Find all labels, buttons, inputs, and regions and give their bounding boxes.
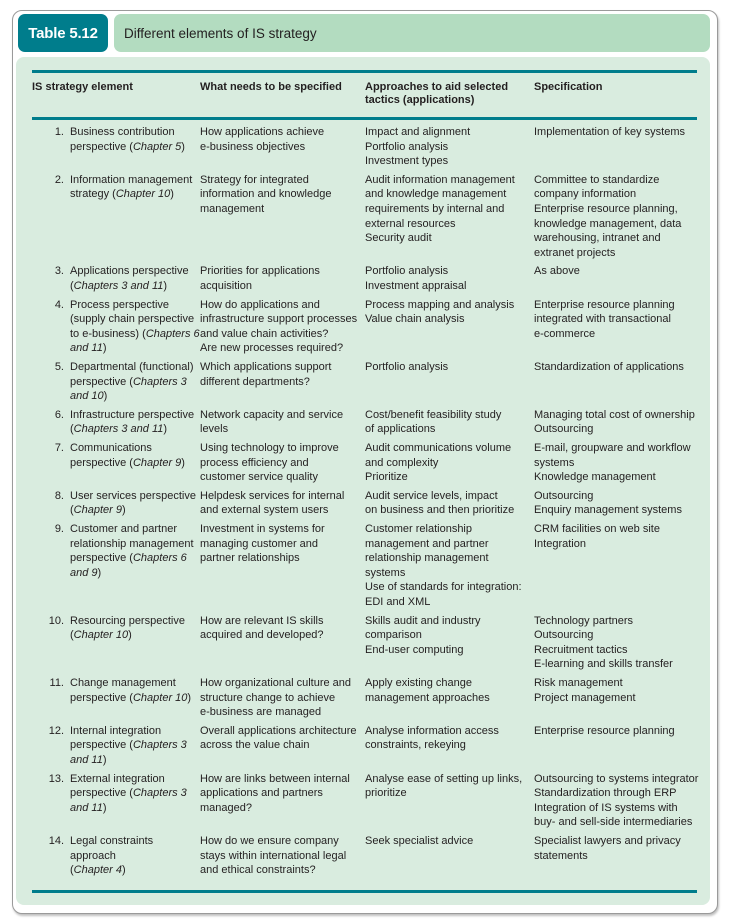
strategy-element [70, 522, 202, 580]
header-approaches: Approaches to aid selected tactics (applications) [365, 81, 509, 106]
element-text: Customer and partner relationship management perspective ( [70, 522, 194, 565]
approaches-cell: Customer relationship management and partner relationship management systems Use of standards for integration: EDI and XML [365, 522, 522, 608]
element-text-tail: ) [102, 801, 107, 814]
specification-cell: Specialist lawyers and privacy statements [534, 834, 681, 862]
element-text-tail: ) [121, 504, 126, 517]
approaches-cell: Apply existing change management approaches [365, 676, 490, 704]
approaches-cell: Analyse ease of setting up links, prioritize [365, 772, 523, 800]
table-number-label: Table 5.12 [18, 14, 108, 52]
strategy-element [70, 441, 202, 470]
what-needs-specified-cell: Investment in systems for managing customer and partner relationships [200, 522, 325, 565]
approaches-cell: Seek specialist advice [365, 834, 474, 847]
table-title [114, 14, 710, 52]
element-text: Information management strategy ( [70, 173, 193, 201]
chapter-reference: Chapters 6 and 9 [70, 552, 187, 579]
approaches-cell: Audit information management and knowledge management requirements by internal and external resources Security audit [365, 173, 515, 245]
approaches-cell: Portfolio analysis [365, 360, 449, 373]
bottom-rule [32, 890, 697, 893]
top-rule [32, 70, 697, 73]
table-row [32, 125, 702, 173]
specification-cell: Technology partners Outsourcing Recruitment tactics E-learning and skills transfer [534, 614, 673, 671]
table-row [32, 489, 702, 522]
element-text-tail: ) [103, 390, 108, 403]
what-needs-specified-cell: How are links between internal applications and partners managed? [200, 772, 350, 814]
row-number: 13. [48, 772, 64, 785]
chapter-reference: Chapters 3 and 11 [70, 739, 187, 766]
what-needs-specified-cell: How organizational culture and structure change to achieve e-business are managed [200, 676, 352, 719]
chapter-reference: Chapters 6 and 11 [70, 327, 200, 355]
element-text: Departmental (functional) perspective ( [70, 360, 194, 388]
table-row [32, 173, 702, 265]
row-number: 10. [48, 614, 64, 627]
table-row [32, 441, 702, 489]
strategy-element [70, 264, 202, 293]
specification-cell: Standardization of applications [534, 360, 684, 373]
strategy-element [70, 360, 202, 404]
specification-cell: Implementation of key systems [534, 126, 686, 138]
strategy-element [70, 772, 202, 816]
element-text-tail: ) [187, 691, 192, 704]
approaches-cell: Analyse information access constraints, rekeying [365, 724, 499, 752]
element-text: Resourcing perspective ( [70, 614, 185, 642]
table-row [32, 522, 702, 614]
chapter-reference: Chapter 10 [132, 691, 188, 704]
element-text: External integration perspective ( [70, 772, 165, 800]
approaches-cell: Process mapping and analysis Value chain analysis [365, 298, 515, 326]
element-text-tail: ) [181, 456, 185, 469]
chapter-reference: Chapter 10 [115, 188, 171, 201]
strategy-element [70, 614, 202, 643]
element-text-tail: ) [163, 279, 168, 292]
specification-cell: Outsourcing to systems integrator Standardization through ERP Integration of IS systems with buy- and sell-side intermediaries [534, 772, 699, 829]
element-text-tail: ) [170, 188, 174, 201]
element-text-tail: ) [128, 629, 132, 642]
what-needs-specified-cell: Overall applications architecture across the value chain [200, 724, 357, 752]
chapter-reference: Chapters 3 and 10 [70, 375, 187, 403]
approaches-cell: Skills audit and industry comparison End-user computing [365, 614, 481, 656]
row-number: 7. [54, 441, 64, 454]
element-text-tail: ) [97, 566, 102, 579]
what-needs-specified-cell: Network capacity and service levels [200, 408, 344, 436]
element-text: User services perspective ( [70, 489, 196, 517]
element-text-tail: ) [102, 753, 107, 766]
row-number: 14. [48, 834, 64, 847]
specification-cell: CRM facilities on web site Integration [534, 522, 660, 550]
element-text: Communications perspective ( [70, 441, 152, 469]
row-number: 4. [54, 298, 64, 311]
specification-cell: Risk management Project management [534, 676, 636, 704]
specification-cell: As above [534, 265, 580, 278]
element-text-tail: ) [121, 864, 126, 877]
chapter-reference: Chapter 9 [132, 456, 182, 469]
chapter-reference: Chapters 3 and 11 [70, 787, 187, 814]
strategy-element [70, 408, 202, 437]
what-needs-specified-cell: How do applications and infrastructure support processes and value chain activities? Are new processes required? [200, 298, 358, 355]
table-row [32, 834, 702, 882]
approaches-cell: Audit service levels, impact on business and then prioritize [365, 489, 515, 517]
table-title-text: Different elements of IS strategy [124, 25, 317, 41]
table-row [32, 408, 702, 441]
element-text: Legal constraints approach ( [70, 834, 154, 877]
strategy-element [70, 676, 202, 705]
element-text: Infrastructure perspective ( [70, 408, 195, 436]
specification-cell: E-mail, groupware and workflow systems Knowledge management [534, 441, 691, 484]
approaches-cell: Cost/benefit feasibility study of applications [365, 408, 502, 436]
approaches-cell: Audit communications volume and complexity Prioritize [365, 441, 512, 484]
element-text: Process perspective (supply chain perspective to e-business) ( [70, 298, 195, 340]
what-needs-specified-cell: Helpdesk services for internal and external system users [200, 489, 345, 517]
row-number: 6. [54, 408, 64, 421]
approaches-cell: Portfolio analysis Investment appraisal [365, 265, 467, 292]
row-number: 3. [54, 265, 64, 278]
table-panel [16, 57, 710, 905]
table-body [32, 125, 702, 882]
header-specification: Specification [534, 81, 603, 93]
chapter-reference: Chapter 9 [73, 504, 122, 517]
table-row [32, 298, 702, 360]
element-text-tail: ) [181, 140, 185, 153]
row-number: 8. [54, 489, 64, 502]
strategy-element [70, 298, 202, 356]
specification-cell: Managing total cost of ownership Outsourcing [534, 408, 695, 436]
table-row [32, 724, 702, 772]
header-what-needs-specified: What needs to be specified [200, 81, 342, 93]
specification-cell: Enterprise resource planning integrated with transactional e-commerce [534, 298, 675, 340]
table-row [32, 264, 702, 297]
element-text: Change management perspective ( [70, 676, 176, 704]
row-number: 12. [48, 724, 64, 737]
what-needs-specified-cell: Which applications support different departments? [200, 360, 332, 388]
specification-cell: Enterprise resource planning [534, 724, 675, 737]
row-number: 11. [49, 676, 64, 689]
table-row [32, 676, 702, 724]
what-needs-specified-cell: Priorities for applications acquisition [200, 265, 320, 292]
table-row [32, 772, 702, 834]
element-text-tail: ) [163, 423, 168, 436]
specification-cell: Committee to standardize company information Enterprise resource planning, knowledge management, data warehousing, intranet and extranet projects [534, 173, 682, 259]
row-number: 1. [54, 126, 64, 138]
row-number: 2. [54, 173, 64, 186]
specification-cell: Outsourcing Enquiry management systems [534, 489, 682, 517]
element-text: Business contribution perspective ( [70, 126, 175, 153]
chapter-reference: Chapter 10 [73, 629, 129, 642]
table-row [32, 360, 702, 408]
what-needs-specified-cell: Using technology to improve process efficiency and customer service quality [200, 441, 339, 484]
strategy-element [70, 724, 202, 768]
element-text-tail: ) [102, 342, 107, 355]
table-row [32, 614, 702, 676]
strategy-element [70, 125, 202, 154]
header-rule [32, 117, 697, 120]
strategy-element [70, 489, 202, 518]
row-number: 5. [54, 360, 64, 373]
strategy-element [70, 834, 202, 878]
chapter-reference: Chapters 3 and 11 [73, 423, 164, 436]
approaches-cell: Impact and alignment Portfolio analysis Investment types [365, 126, 471, 168]
element-text: Applications perspective ( [70, 265, 189, 292]
element-text: Internal integration perspective ( [70, 724, 162, 752]
strategy-element [70, 173, 202, 202]
what-needs-specified-cell: How applications achieve e-business objectives [200, 126, 325, 153]
what-needs-specified-cell: How do we ensure company stays within international legal and ethical constraints? [200, 834, 347, 877]
header-is-strategy-element: IS strategy element [32, 81, 133, 93]
chapter-reference: Chapter 4 [73, 864, 122, 877]
chapter-reference: Chapter 5 [132, 140, 182, 153]
row-number: 9. [54, 522, 64, 535]
what-needs-specified-cell: How are relevant IS skills acquired and developed? [200, 614, 324, 642]
what-needs-specified-cell: Strategy for integrated information and knowledge management [200, 173, 332, 215]
chapter-reference: Chapters 3 and 11 [73, 279, 164, 292]
